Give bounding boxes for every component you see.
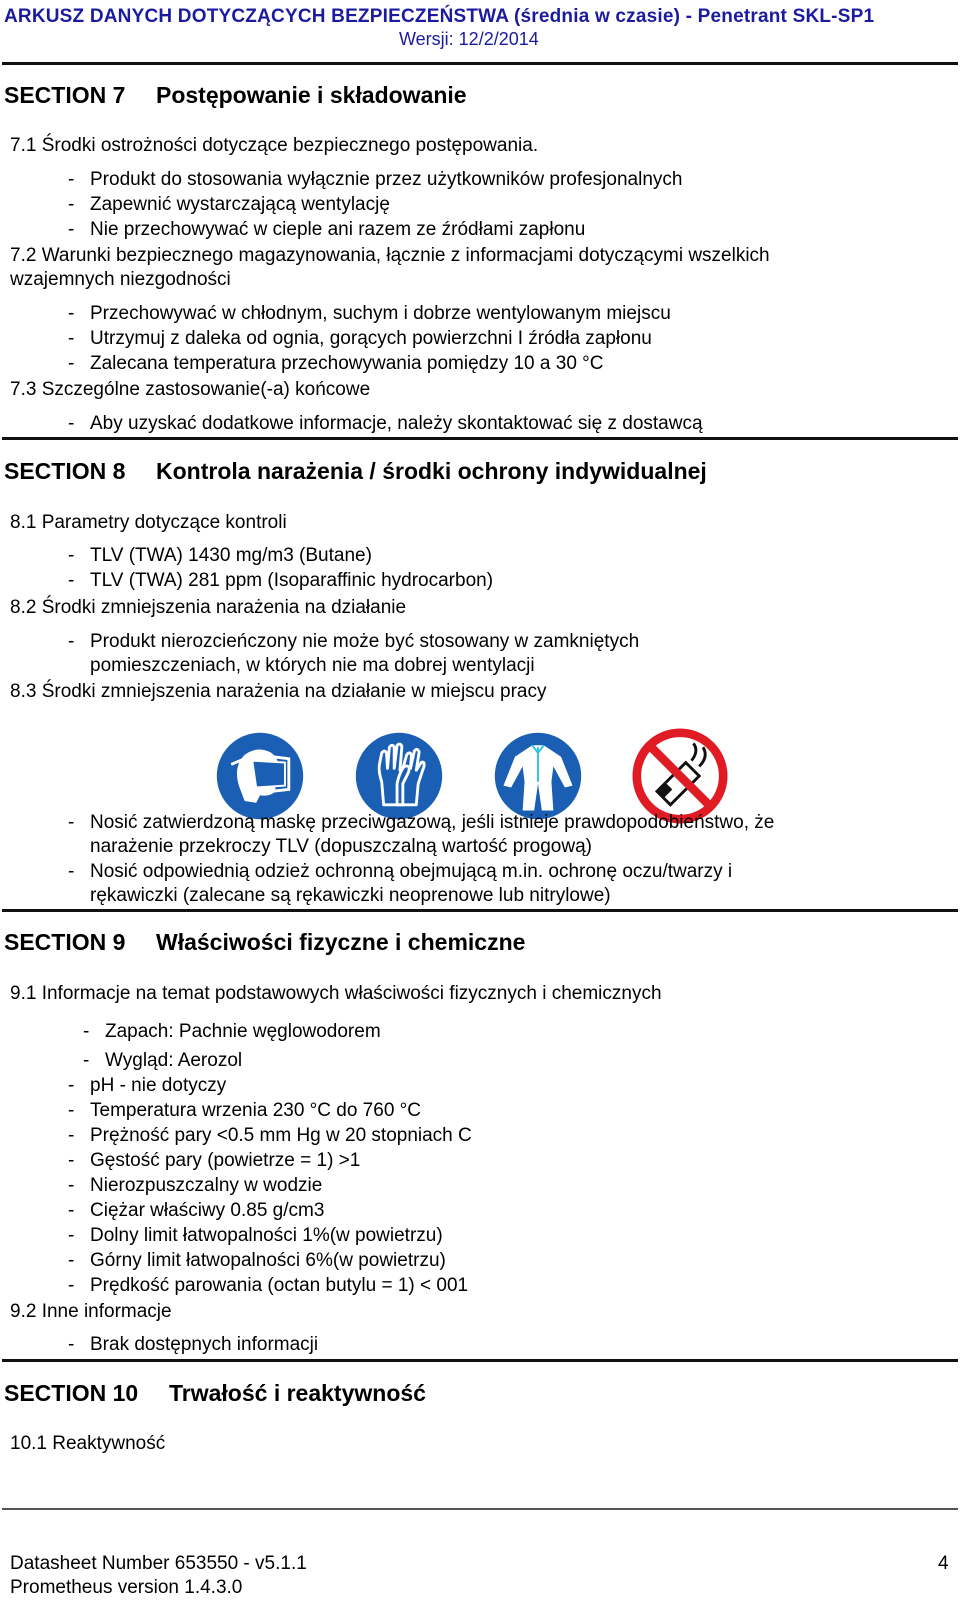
- section-10-heading: [4, 1380, 426, 1407]
- section-8-title: Kontrola narażenia / środki ochrony indywidualnej: [156, 458, 707, 484]
- section-divider: [2, 437, 958, 440]
- footer-software-version: Prometheus version 1.4.3.0: [10, 1577, 243, 1598]
- subsection-7-1: 7.1 Środki ostrożności dotyczące bezpiecznego postępowania.: [10, 135, 539, 156]
- subsection-7-2: 7.2 Warunki bezpiecznego magazynowania, łącznie z informacjami dotyczącymi wszelkich: [10, 245, 770, 266]
- subsection-10-1: 10.1 Reaktywność: [10, 1433, 166, 1454]
- section-9-number: SECTION 9: [4, 929, 126, 955]
- document-header-title: ARKUSZ DANYCH DOTYCZĄCYCH BEZPIECZEŃSTWA (średnia w czasie) - Penetrant SKL-SP1: [4, 6, 875, 27]
- subsection-7-3: 7.3 Szczególne zastosowanie(-a) końcowe: [10, 379, 371, 400]
- section-8-heading: [4, 458, 707, 485]
- subsection-8-2: 8.2 Środki zmniejszenia narażenia na działanie: [10, 597, 407, 618]
- section-7-heading: [4, 82, 467, 109]
- subsection-8-1: 8.1 Parametry dotyczące kontroli: [10, 512, 287, 533]
- section-divider: [2, 909, 958, 912]
- section-9-title: Właściwości fizyczne i chemiczne: [156, 929, 526, 955]
- subsection-9-1: 9.1 Informacje na temat podstawowych właściwości fizycznych i chemicznych: [10, 983, 662, 1004]
- section-8-number: SECTION 8: [4, 458, 126, 484]
- section-9-heading: [4, 929, 526, 956]
- footer-rule: [2, 1508, 958, 1510]
- subsection-9-2: 9.2 Inne informacje: [10, 1301, 172, 1322]
- section-10-title: Trwałość i reaktywność: [169, 1380, 426, 1406]
- header-rule: [2, 62, 958, 65]
- section-10-number: SECTION 10: [4, 1380, 139, 1406]
- section-7-title: Postępowanie i składowanie: [156, 82, 467, 108]
- subsection-8-3: 8.3 Środki zmniejszenia narażenia na działanie w miejscu pracy: [10, 681, 547, 702]
- subsection-7-2-cont: wzajemnych niezgodności: [10, 269, 231, 290]
- page-number: 4: [938, 1553, 949, 1574]
- section-7-number: SECTION 7: [4, 82, 126, 108]
- document-version: Wersji: 12/2/2014: [399, 29, 539, 49]
- section-divider: [2, 1359, 958, 1362]
- footer-datasheet-number: Datasheet Number 653550 - v5.1.1: [10, 1553, 307, 1574]
